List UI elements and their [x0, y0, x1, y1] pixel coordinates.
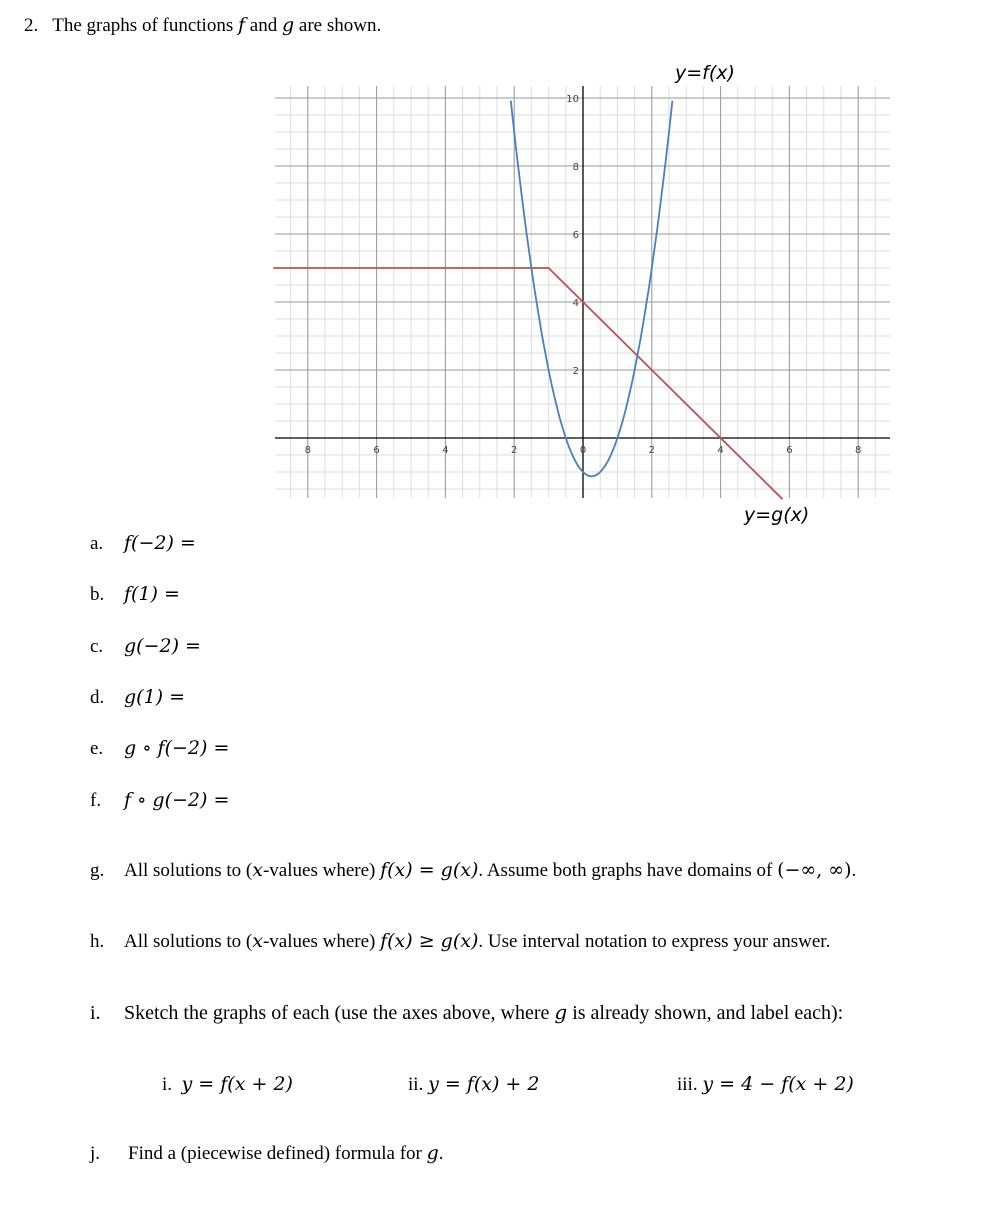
part-i	[90, 1000, 843, 1025]
part-g	[90, 859, 856, 882]
part-g-text2: -values where)	[262, 860, 381, 881]
part-i-gvar: g	[554, 1000, 568, 1024]
part-j-label: j.	[90, 1143, 101, 1164]
part-g-domain: (−∞, ∞)	[777, 859, 852, 881]
y-tick-label: 2	[572, 366, 579, 377]
part-f	[90, 789, 229, 812]
part-i-sub-3-label: iii.	[677, 1074, 698, 1095]
part-a-expr: f(−2) =	[124, 532, 196, 554]
part-h-inequality: f(x) ≥ g(x)	[380, 930, 479, 952]
x-tick-label: 4	[717, 445, 724, 456]
y-tick-label: 4	[572, 298, 579, 309]
x-tick-label: 8	[855, 445, 862, 456]
part-g-text1: All solutions to (	[124, 860, 253, 881]
part-j-gvar: g	[426, 1142, 439, 1164]
part-d-expr: g(1) =	[124, 686, 186, 708]
part-i-text1: Sketch the graphs of each (use the axes above, where	[124, 1002, 555, 1024]
part-j	[90, 1142, 444, 1165]
part-i-sub-1-label: i.	[162, 1074, 173, 1095]
y-tick-labels	[566, 94, 579, 377]
x-tick-label: 8	[304, 445, 311, 456]
part-f-label: f.	[90, 790, 102, 811]
part-h-text1: All solutions to (	[124, 931, 253, 952]
part-h-text3: . Use interval notation to express your answer.	[478, 931, 831, 952]
part-i-sub-2-expr: y = f(x) + 2	[428, 1073, 540, 1095]
part-i-sub-3-expr: y = 4 − f(x + 2)	[702, 1073, 854, 1095]
y-tick-label: 6	[572, 230, 579, 241]
question-text-and: and	[249, 15, 282, 36]
grid-major-lines	[275, 86, 890, 498]
f-curve	[511, 101, 673, 477]
part-e	[90, 737, 229, 760]
x-tick-label: 6	[373, 445, 380, 456]
part-i-sub-1	[162, 1073, 293, 1096]
g-curve	[273, 268, 782, 499]
part-a	[90, 532, 196, 555]
x-tick-label: 0	[579, 445, 587, 456]
x-tick-labels	[305, 445, 862, 456]
part-h-label: h.	[90, 931, 105, 952]
part-g-xvar: x	[252, 859, 263, 881]
part-f-expr: f ∘ g(−2) =	[124, 789, 230, 811]
g-name: g	[281, 14, 295, 36]
part-e-label: e.	[90, 738, 104, 759]
part-c	[90, 635, 201, 658]
part-h-xvar: x	[252, 930, 263, 952]
part-c-label: c.	[90, 636, 104, 657]
part-h	[90, 930, 830, 953]
part-j-text1: Find a (piecewise defined) formula for	[128, 1143, 427, 1164]
part-i-text2: is already shown, and label each):	[567, 1002, 844, 1024]
question-title	[24, 14, 381, 37]
part-b	[90, 583, 180, 606]
part-i-label: i.	[90, 1002, 101, 1024]
part-c-expr: g(−2) =	[124, 635, 201, 657]
part-b-label: b.	[90, 584, 105, 605]
x-tick-label: 6	[786, 445, 793, 456]
part-b-expr: f(1) =	[124, 583, 180, 605]
f-name: f	[237, 14, 246, 36]
part-h-text2: -values where)	[262, 931, 381, 952]
part-g-text3: . Assume both graphs have domains of	[478, 860, 778, 881]
part-g-equation: f(x) = g(x)	[380, 859, 479, 881]
part-d	[90, 686, 185, 709]
y-tick-label: 8	[572, 162, 579, 173]
question-text-suffix: are shown.	[294, 15, 382, 36]
part-d-label: d.	[90, 687, 105, 708]
question-number: 2.	[24, 15, 39, 36]
x-tick-label: 2	[511, 445, 518, 456]
function-graph	[270, 58, 895, 528]
label-f: y=f(x)	[675, 62, 735, 84]
x-tick-label: 4	[442, 445, 449, 456]
question-text-prefix: The graphs of functions	[52, 15, 238, 36]
part-g-label: g.	[90, 860, 105, 881]
part-g-text4: .	[851, 860, 857, 881]
label-g: y=g(x)	[744, 504, 810, 526]
part-i-sub-1-expr: y = f(x + 2)	[181, 1073, 293, 1095]
part-i-sub-2-label: ii.	[408, 1074, 424, 1095]
part-a-label: a.	[90, 533, 104, 554]
part-i-sub-2	[408, 1073, 539, 1096]
x-tick-label: 2	[648, 445, 655, 456]
part-j-text2: .	[438, 1143, 444, 1164]
part-i-sub-3	[677, 1073, 854, 1096]
y-tick-label: 10	[566, 94, 579, 105]
part-e-expr: g ∘ f(−2) =	[124, 737, 230, 759]
